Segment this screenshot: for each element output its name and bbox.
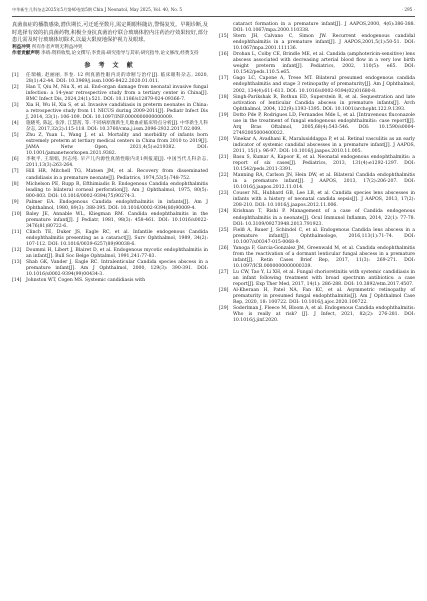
reference-item	[12, 278, 208, 284]
reference-number: [17]	[219, 76, 229, 82]
contribution-label: 作者贡献声明	[12, 51, 40, 57]
reference-number: [8]	[12, 181, 19, 187]
reference-item	[12, 248, 208, 260]
reference-text: Lu CW, Tao Y, Li XH, et al. Fungal chorioretinitis with systemic candidiasis in an infant following treatment with broad spectrum antibiotics: a case report[J]. Exp Ther Med, 2017, 14(1): 286-288. DOI: 10.3892/etm.2017.4507.	[233, 269, 415, 288]
right-column	[219, 22, 415, 324]
reference-item	[12, 85, 208, 103]
reference-item	[12, 230, 208, 248]
page-number: · 295 ·	[401, 7, 415, 12]
reference-text: Stern JH, Calvano C, Simon JW. Recurrent endogenous candidal endophthalmitis in a premature infant[J]. J AAPOS,2001,5(1):50-51. DOI: 10.1067/mpa.2001.111136.	[233, 34, 415, 52]
reference-number: [6]	[12, 157, 19, 163]
reference-item	[12, 133, 208, 157]
references-heading: 参 考 文 献	[84, 61, 136, 69]
reference-item	[219, 76, 415, 94]
reference-item	[219, 228, 415, 246]
reference-number: [27]	[219, 269, 229, 275]
reference-number: [22]	[219, 173, 229, 179]
journal-citation: 中华新生儿科杂志2025年5月第40卷第5期 Chin J Neonatol, May 2025, Vol. 40, No. 5	[12, 7, 183, 12]
reference-item	[12, 182, 208, 200]
reference-number: [26]	[219, 245, 229, 251]
reference-item	[219, 137, 415, 155]
conflict-label: 利益冲突	[12, 44, 31, 50]
reference-text: Hill HR, Mitchell TG, Matsen JM, et al. Recovery from disseminated candidiasis in a premature neonate[J]. Pediatrics, 1974,53(5):748-752.	[26, 169, 208, 181]
reference-text: 施晓英, 陈远, 张净, 江慧茜, 等. 不同病原菌新生儿败血症临床特点分析[J]. 中华新生儿科杂志, 2017,32(2):115-118. DOI: 10.3760/cma.j.issn.2096-2932.2017.02.009.	[26, 121, 208, 133]
reference-number: [5]	[12, 133, 19, 139]
reference-text: Doummi H, Libert J, Blairet D, et al. Endogenous mycotic endophthalmitis in an infant[J]. Bull Soc Belge Ophtalmol, 1991,241:77-83.	[26, 248, 208, 260]
reference-item	[219, 209, 415, 227]
reference-text: Soderlman J, Fleece M, Bloom A, et al. Endogenous Candida endophthalmitis: Who is really at risk? [J]. J Infect, 2021, 82(2): 276-281. DOI: 10.1016/j.jinf.2020.	[233, 306, 415, 324]
reference-text: Couser NL, Hubbard GB, Lee LB, et al. Candida species lens abscesses in infants with a history of neonatal candida sepsis[J]. J AAPOS, 2013, 17(2): 208-210. DOI: 10.1016/j.jaapos.2012.11.006.	[233, 191, 415, 209]
reference-item	[219, 52, 415, 76]
reference-item	[219, 191, 415, 209]
reference-item	[12, 200, 208, 212]
reference-number: [4]	[12, 121, 19, 127]
reference-text: Clinch TE, Duker JS, Eagle RC, et al. Infantile endogenous Candida endophthalmitis presenting as a cataract[J]. Surv Ophthalmol, 1989, 34(2): 107-112. DOI: 10.1016/0039-6257(89)90038-6.	[26, 229, 208, 248]
reference-number: [12]	[12, 248, 22, 254]
reference-text: 任瑞楠, 赵丽丽, 李卷. 12 例真菌性眼内炎的诊断与治疗[J]. 临床眼科杂志, 2020, 28(1):42-44. DOI: 10.3969/j.issn.1006-8422.2020.01.011.	[26, 72, 208, 84]
reference-number: [28]	[219, 288, 229, 294]
reference-item	[12, 157, 208, 169]
reference-number: [16]	[219, 52, 229, 58]
reference-text: Johnston WT, Cogen MS. Systemic candidiasis with	[26, 278, 146, 284]
reference-text: Krishnan T, Rishi P. Management of a case of Candida endogenous endophthalmitis in a neonate[J]. Ocul Immunol Inflamm, 2014, 22(1): 77-78. DOI: 10.3109/09273948.2013.791923.	[233, 209, 415, 227]
reference-number: [7]	[12, 169, 19, 175]
conflict-text: 所有作者声明无利益冲突	[31, 44, 83, 50]
reference-text: Shah GK, Vander J, Eagle RC. Intralenticular Candida species abscess in a premature infant[J]. Am J Ophthalmol, 2000, 129(3): 390-391. DOI: 10.1016/s0002-9394(99)00434-3.	[26, 260, 208, 278]
reference-item	[12, 212, 208, 230]
reference-text: Michelson PE, Rupp R, Efthimiadis B. Endogenous Candida endophthalmitis leading to bilateral corneal perforation[J]. Am J Ophthalmol, 1975, 80(5): 800-803. DOI: 10.1016/0002-9394(75)90274-3.	[26, 181, 208, 199]
reference-number: [9]	[12, 199, 19, 205]
reference-text: Han T, Qiu M, Niu X, et al. End-organ damage from neonatal invasive fungal infection: a 14-year retrospective study from a tertiary center in China[J]. BMC Infect Dis, 2024,24(1):521. DOI: 10.1186/s12879-024-09366-7.	[26, 84, 208, 102]
reference-number: [21]	[219, 155, 229, 161]
reference-continuation: cataract formation in a premature infant[J]. J AAPOS,2000, 4(6):386-388. DOI: 10.1067/mpa.2000.110338.	[233, 22, 415, 34]
contribution-text: 李靖:资料收集,论文撰写;李贵南:研究指导与其审;研究指导,论文修改,经费支持	[41, 51, 199, 57]
reference-text: Al-Kheraan H, Patel NA, Fan KC, et al. Asymmetric retinopathy of prematurity in presumed fungal endophthalmitis[J]. Am J Ophthalmol Case Rep, 2020, 18: 100722. DOI: 10.1016/j.ajoc.2020.100722.	[233, 288, 415, 306]
reference-number: [2]	[12, 84, 19, 90]
reference-number: [18]	[219, 94, 229, 100]
reference-number: [25]	[219, 227, 229, 233]
reference-text: Gago LC, Capone A, Trese MT. Bilateral presumed endogenous candida endophthalmitis and stage 3 retinopathy of prematurity[J]. Am J Ophthalmol, 2002, 134(4):611-613. DOI: 10.1016/s0002-9394(02)01680-8.	[233, 76, 415, 94]
reference-number: [24]	[219, 209, 229, 215]
reference-text: Yanoga F, Garcia-Gonzalez JM, Greenwald M, et al. Candida endophthalmitis from the reactivation of a dormant lenticular fungal abscess in a premature infant[J]. Retin Cases Brief Rep, 2017, 11(3): 269-271. DOI: 10.1097/ICB.0000000000000339.	[233, 245, 415, 269]
reference-number: [3]	[12, 102, 19, 108]
reference-list-left	[12, 73, 208, 285]
running-header	[12, 6, 415, 17]
reference-number: [23]	[219, 191, 229, 197]
reference-item	[219, 246, 415, 270]
reference-text: Zhu Z, Yuan L, Wang J, et al. Mortality and morbidity of infants born extremely preterm at tertiary medical centers in China from 2010 to 2019[J]. JAMA Netw Open, 2021,4(5):e219382. DOI: 10.1001/jamanetworkopen.2021.9382.	[26, 133, 208, 157]
reference-item	[219, 173, 415, 191]
reference-number: [20]	[219, 136, 229, 142]
reference-item	[12, 103, 208, 121]
reference-number: [19]	[219, 112, 229, 118]
reference-item	[219, 34, 415, 52]
reference-text: Manning RA, Carlson JN, Hein DW, et al. Bilateral Candida endophthalmitis in a premature infant[J]. J AAPOS, 2013, 17(2):206-207. DOI: 10.1016/j.jaapos.2012.11.014.	[233, 173, 415, 191]
reference-text: Fielß A, Bauer J, Schindel C, et al. Endogenous Candida lens abscess in a premature infant[J]. Ophthalmologe, 2016,113(1):71-74. DOI: 10.1007/s00347-015-0068-9.	[233, 227, 415, 245]
reference-item	[219, 288, 415, 306]
reference-number: [11]	[12, 229, 22, 235]
reference-text: Vinekar A, Avadhani K, Maralusiddappa P, et al. Retinal vasculitis as an early indicator of systemic candidal abscesses in a premature infant[J]. J AAPOS, 2011, 15(1): 96-97. DOI: 10.1016/j.jaapos.2010.11.005.	[233, 136, 415, 154]
reference-text: Baley JE, Annable WL, Kliegman RM. Candida endophthalmitis in the premature infant[J]. J Pediatr, 1981, 98(3): 458-461. DOI: 10.1016/s0022-3476(81)80722-6.	[26, 211, 208, 229]
reference-text: Singh-Parikshak R, Bothun ED, Superstein R, et al. Sequestration and late activation of lenticular Candida abscess in premature infants[J]. Arch Ophthalmol, 2004, 122(9):1393-1395. DOI: 10.1001/archopht.122.9.1393.	[233, 94, 415, 112]
reference-text: 李秋平, 王瑞娟, 封志纯. 早产儿内源性真菌性眼内炎1例报道[J]. 中国当代儿科杂志, 2011,13(3):263-264.	[26, 157, 208, 169]
reference-item	[12, 121, 208, 133]
left-column	[12, 22, 208, 284]
reference-item	[219, 155, 415, 173]
reference-text: Palmer EA. Endogenous Candida endophthalmitis in infants[J]. Am J Ophthalmol, 1980, 89(3): 388-395. DOI: 10.1016/0002-9394(80)90009-4.	[26, 199, 208, 211]
reference-number: [29]	[219, 306, 229, 312]
reference-number: [1]	[12, 72, 19, 78]
contribution-statement	[12, 51, 208, 58]
reference-number: [14]	[12, 278, 22, 284]
reference-item	[219, 95, 415, 113]
reference-number: [10]	[12, 211, 22, 217]
reference-list-right	[219, 34, 415, 324]
reference-text: Drohan L, Colby CE, Brindle ME, et al. Candida (amphotericin-sensitive) lens abscess associated with decreasing arterial blood flow in a very low birth weight preterm infant[J]. Pediatrics, 2002, 110(5): e65. DOI: 10.1542/peds.110.5.e65.	[233, 52, 415, 76]
reference-item	[219, 113, 415, 137]
reference-number: [13]	[12, 260, 22, 266]
reference-item	[12, 169, 208, 181]
reference-text: Basu S, Kumar A, Kapoor K, et al. Neonatal endogenous endophthalmitis: a report of six cases[J]. Pediatrics, 2013, 131(4):e1292-1297. DOI: 10.1542/peds.2011-3391.	[233, 155, 415, 173]
reference-number: [15]	[219, 34, 229, 40]
reference-text: Dotto Pde P, Rodrigues LD, Fernandes Mde L, et al. [Intravenous fluconazole use in the treatment of fungal endogenous endophthalmitis: case report][J]. Arq Bras Oftalmol, 2005,68(4):543-546. DOI: 10.1590/s0004-27492005000400022.	[233, 112, 415, 136]
reference-item	[12, 73, 208, 85]
reference-text: Xia H, Wu H, Xia S, et al. Invasive candidiasis in preterm neonates in China: a retrospective study from 11 NICUS during 2009-2011[J]. Pediatr Infect Dis J, 2014, 33(1): 106-109. DOI: 10.1097/INF.0000000000000009.	[26, 102, 208, 121]
reference-item	[219, 270, 415, 288]
body-paragraph: 真菌血症的播散感染,潜伏期长,可迁延至数月,需定期眼科随访,警惕复发。早期诊断,及时选择有效的抗真菌药物,积极全身抗真菌治疗联合玻璃体腔内注药治疗效果较好,部分患儿需及时行玻璃体切除术,以最大限度地保护视力及眼球。	[12, 22, 208, 43]
reference-item	[219, 306, 415, 324]
reference-item	[12, 260, 208, 278]
